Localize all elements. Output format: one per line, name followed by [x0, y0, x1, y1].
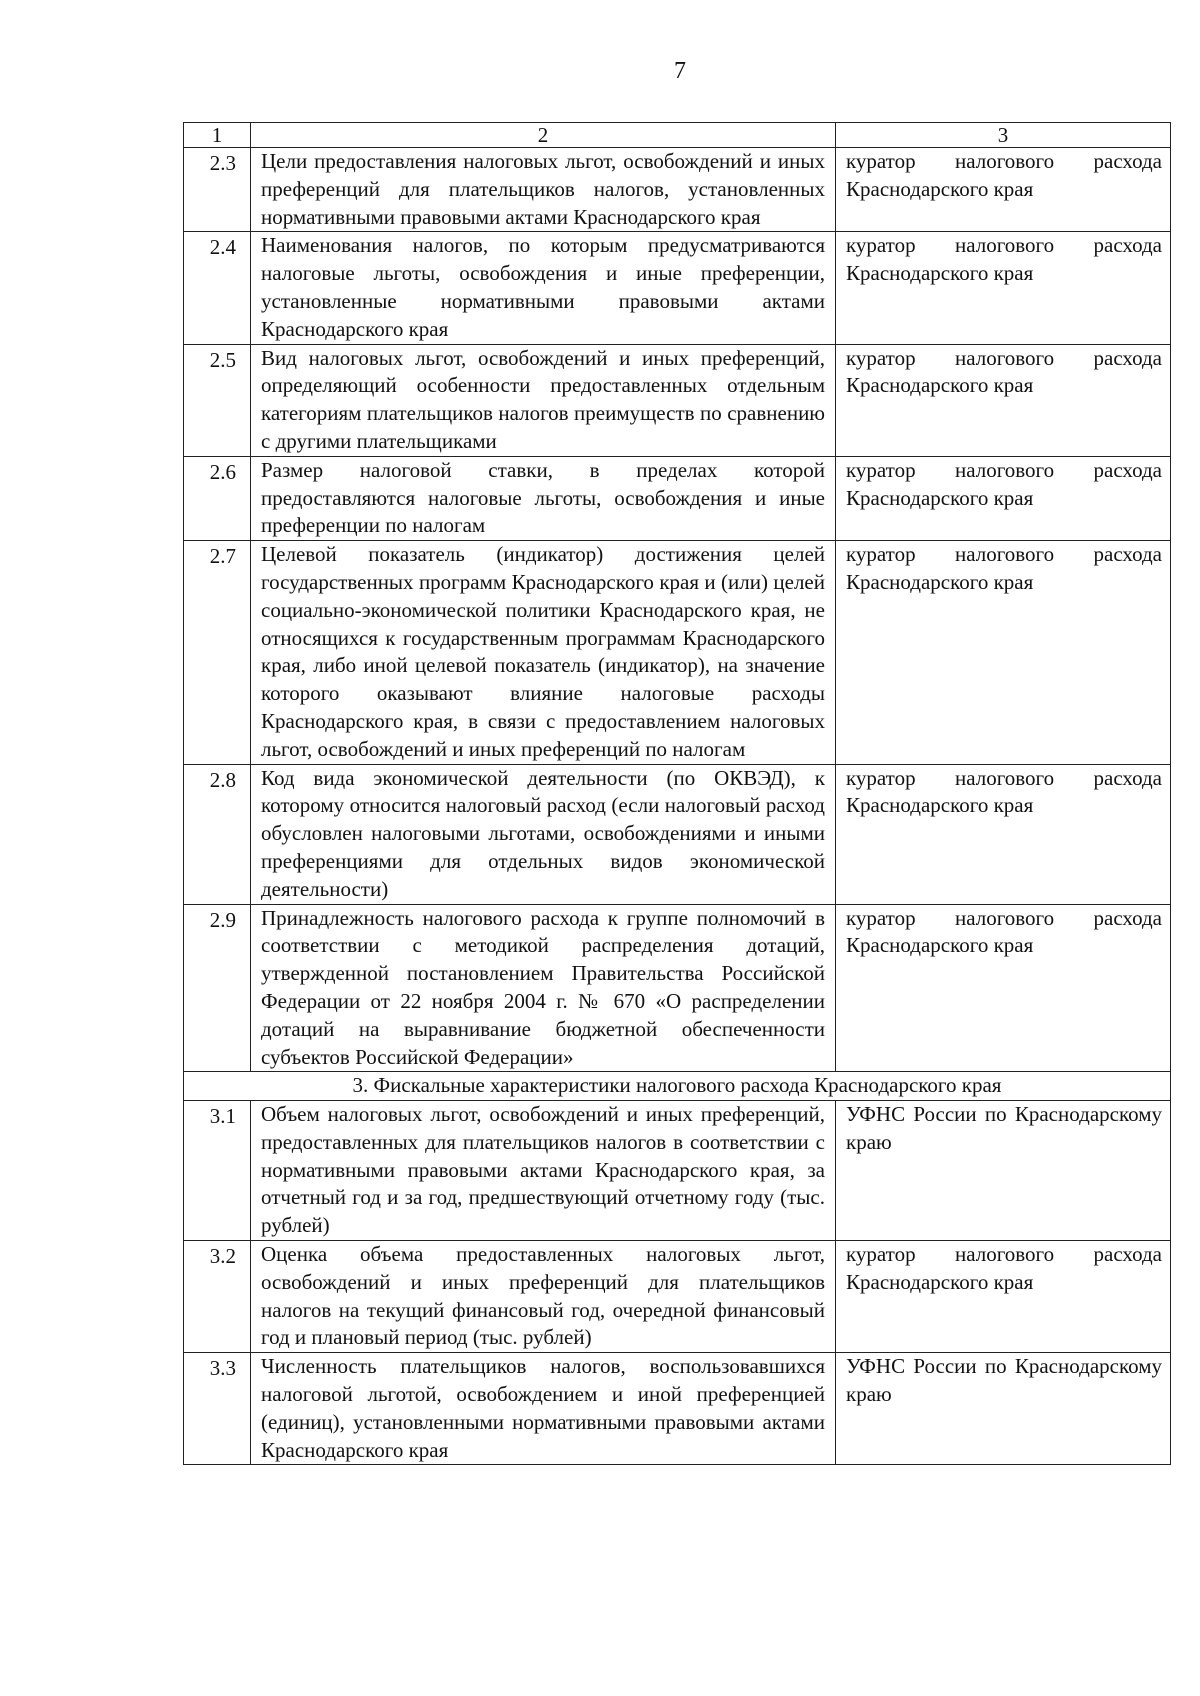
row-description: Код вида экономической деятельности (по ОКВЭД), к которому относится налоговый расход (если налоговый расход обусловлен налоговыми льготами, освобождениями и иными преференциями для отдельных видов экономической деятельности) [251, 764, 836, 904]
characteristics-table [183, 122, 1171, 1465]
page-number: 7 [674, 58, 686, 84]
row-number: 2.3 [184, 148, 251, 232]
table-row [184, 344, 1171, 456]
row-number: 2.9 [184, 904, 251, 1072]
row-responsible: куратор налогового расхода Краснодарского края [836, 344, 1171, 456]
row-number: 3.3 [184, 1353, 251, 1465]
table-row [184, 1353, 1171, 1465]
row-description: Размер налоговой ставки, в пределах которой предоставляются налоговые льготы, освобождения и иные преференции по налогам [251, 456, 836, 540]
row-description: Численность плательщиков налогов, воспользовавшихся налоговой льготой, освобождением и иной преференцией (единиц), установленными нормативными правовыми актами Краснодарского края [251, 1353, 836, 1465]
row-responsible: куратор налогового расхода Краснодарского края [836, 904, 1171, 1072]
column-number-1: 1 [184, 123, 251, 148]
row-description: Оценка объема предоставленных налоговых льгот, освобождений и иных преференций для плательщиков налогов на текущий финансовый год, очередной финансовый год и плановый период (тыс. рублей) [251, 1241, 836, 1353]
row-responsible: куратор налогового расхода Краснодарского края [836, 232, 1171, 344]
column-number-2: 2 [251, 123, 836, 148]
row-responsible: куратор налогового расхода Краснодарского края [836, 456, 1171, 540]
table-row [184, 1241, 1171, 1353]
column-number-3: 3 [836, 123, 1171, 148]
row-responsible: куратор налогового расхода Краснодарского края [836, 148, 1171, 232]
row-number: 2.8 [184, 764, 251, 904]
table-header-row [184, 123, 1171, 148]
row-responsible: куратор налогового расхода Краснодарского края [836, 1241, 1171, 1353]
row-description: Цели предоставления налоговых льгот, освобождений и иных преференций для плательщиков налогов, установленных нормативными правовыми актами Краснодарского края [251, 148, 836, 232]
table-row [184, 1101, 1171, 1241]
table-row [184, 904, 1171, 1072]
row-number: 2.5 [184, 344, 251, 456]
table-row [184, 764, 1171, 904]
row-description: Целевой показатель (индикатор) достижения целей государственных программ Краснодарского края и (или) целей социально-экономической политики Краснодарского края, не относящихся к государственным программам Краснодарского края, либо иной целевой показатель (индикатор), на значение которого оказывают влияние налоговые расходы Краснодарского края, в связи с предоставлением налоговых льгот, освобождений и иных преференций по налогам [251, 541, 836, 764]
row-description: Объем налоговых льгот, освобождений и иных преференций, предоставленных для плательщиков налогов в соответствии с нормативными правовыми актами Краснодарского края, за отчетный год и за год, предшествующий отчетному году (тыс. рублей) [251, 1101, 836, 1241]
row-responsible: куратор налогового расхода Краснодарского края [836, 764, 1171, 904]
row-number: 3.2 [184, 1241, 251, 1353]
row-description: Вид налоговых льгот, освобождений и иных преференций, определяющий особенности предоставленных отдельным категориям плательщиков налогов преимуществ по сравнению с другими плательщиками [251, 344, 836, 456]
row-responsible: УФНС России по Краснодарскому краю [836, 1101, 1171, 1241]
table-row [184, 232, 1171, 344]
table-row [184, 148, 1171, 232]
row-number: 2.6 [184, 456, 251, 540]
row-number: 3.1 [184, 1101, 251, 1241]
row-number: 2.7 [184, 541, 251, 764]
row-responsible: УФНС России по Краснодарскому краю [836, 1353, 1171, 1465]
table-row [184, 456, 1171, 540]
section-3-title: 3. Фискальные характеристики налогового расхода Краснодарского края [184, 1072, 1171, 1101]
row-responsible: куратор налогового расхода Краснодарского края [836, 541, 1171, 764]
table-row [184, 541, 1171, 764]
row-number: 2.4 [184, 232, 251, 344]
row-description: Наименования налогов, по которым предусматриваются налоговые льготы, освобождения и иные преференции, установленные нормативными правовыми актами Краснодарского края [251, 232, 836, 344]
section-heading-row [184, 1072, 1171, 1101]
row-description: Принадлежность налогового расхода к группе полномочий в соответствии с методикой распределения дотаций, утвержденной постановлением Правительства Российской Федерации от 22 ноября 2004 г. № 670 «О распределении дотаций на выравнивание бюджетной обеспеченности субъектов Российской Федерации» [251, 904, 836, 1072]
